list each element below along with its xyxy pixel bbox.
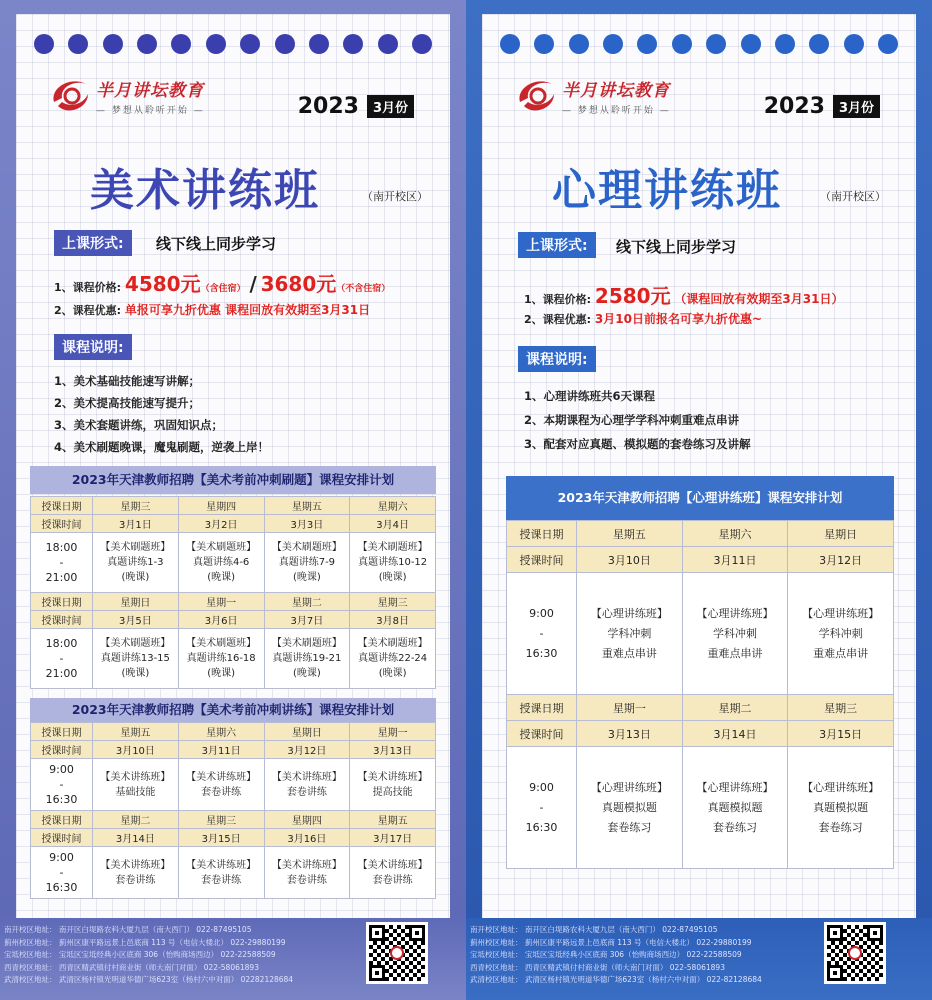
table-cell: 星期一 — [178, 593, 264, 611]
table-cell: 授课日期 — [507, 695, 577, 721]
table-row — [31, 629, 436, 689]
table-cell: 【美术刷题班】 真题讲练4-6 (晚课) — [178, 533, 264, 593]
price-label: 1、课程价格: — [54, 281, 122, 294]
discount-label: 2、课程优惠: — [524, 313, 592, 326]
address-footer — [0, 918, 466, 1000]
table-cell: 星期三 — [93, 497, 179, 515]
table-row — [31, 611, 436, 629]
table-cell: 授课时间 — [31, 829, 93, 847]
address-line: 蓟州校区地址： 蓟州区康平路远景上邑底商 113 号（电信大楼北） 022-29880199 — [4, 937, 286, 947]
table-cell: 3月10日 — [577, 547, 683, 573]
table-cell: 星期二 — [264, 593, 350, 611]
table-cell: 星期三 — [350, 593, 436, 611]
mode-text: 线下线上同步学习 — [156, 235, 277, 253]
table-cell: 【美术讲练班】 套卷讲练 — [178, 759, 264, 811]
table-cell: 授课日期 — [31, 811, 93, 829]
desc-item: 3、配套对应真题、模拟题的套卷练习及讲解 — [524, 437, 751, 451]
address-line: 武清校区地址： 武清区杨村镇光明道华德广场623室（杨村六中对面） 022-82128684 — [470, 975, 762, 984]
table-cell: 3月5日 — [93, 611, 179, 629]
table-cell: 授课日期 — [507, 521, 577, 547]
table-cell: 授课日期 — [31, 593, 93, 611]
campus-label: （南开校区） — [820, 190, 886, 203]
table-cell: 9:00 - 16:30 — [507, 573, 577, 695]
discount-text: 3月10日前报名可享九折优惠~ — [594, 312, 763, 326]
table-cell: 星期三 — [178, 811, 264, 829]
table-cell: 【美术讲练班】 套卷讲练 — [264, 759, 350, 811]
price-line — [54, 268, 390, 297]
table-cell: 3月8日 — [350, 611, 436, 629]
table-cell: 星期日 — [93, 593, 179, 611]
table-row — [31, 723, 436, 741]
table-cell: 3月17日 — [350, 829, 436, 847]
desc-list — [54, 370, 269, 458]
table-cell: 授课时间 — [507, 721, 577, 747]
address-line: 蓟州校区地址： 蓟州区康平路远景上邑底商 113 号（电信大楼北） 022-29880199 — [470, 937, 752, 947]
table-cell: 18:00 - 21:00 — [31, 533, 93, 593]
desc-tag: 课程说明: — [518, 346, 596, 372]
table-row — [507, 573, 894, 695]
binder-holes — [500, 34, 898, 54]
desc-item: 2、本期课程为心理学学科冲刺重难点串讲 — [524, 413, 739, 427]
price-a: 4580元 — [124, 272, 201, 296]
table-cell: 3月7日 — [264, 611, 350, 629]
table-cell: 授课时间 — [31, 515, 93, 533]
table-cell: 星期四 — [264, 811, 350, 829]
table-cell: 授课时间 — [31, 741, 93, 759]
table-row — [31, 593, 436, 611]
brand-slogan: — 梦想从聆听开始 — — [562, 106, 671, 116]
table-cell: 【美术刷题班】 真题讲练13-15 (晚课) — [93, 629, 179, 689]
table-cell: 【美术讲练班】 提高技能 — [350, 759, 436, 811]
date-badge — [298, 94, 414, 119]
brand-name: 半月讲坛教育 — [96, 81, 204, 101]
table-row — [31, 515, 436, 533]
schedule-table-2 — [30, 722, 436, 899]
price-label: 1、课程价格: — [524, 293, 592, 306]
table-cell: 3月3日 — [264, 515, 350, 533]
desc-list — [524, 384, 751, 456]
table-row — [31, 811, 436, 829]
notebook-paper — [16, 14, 450, 919]
address-footer — [466, 918, 932, 1000]
discount-label: 2、课程优惠: — [54, 304, 122, 317]
table-cell: 星期五 — [350, 811, 436, 829]
mode-tag: 上课形式: — [54, 230, 132, 256]
table-cell: 【心理讲练班】 真题模拟题 套卷练习 — [577, 747, 683, 869]
table-cell: 3月6日 — [178, 611, 264, 629]
table-cell: 3月12日 — [788, 547, 894, 573]
table-cell: 【心理讲练班】 学科冲刺 重难点串讲 — [788, 573, 894, 695]
table-cell: 3月10日 — [93, 741, 179, 759]
table-cell: 星期六 — [178, 723, 264, 741]
address-line: 宝坻校区地址： 宝坻区宝坻经典小区底商 306（怡购商场西边） 022-22588509 — [470, 950, 742, 959]
desc-item: 3、美术套题讲练，巩固知识点； — [54, 418, 223, 432]
table-cell: 3月14日 — [93, 829, 179, 847]
page-title: 美术讲练班 — [90, 165, 320, 216]
table-cell: 授课时间 — [507, 547, 577, 573]
table-row — [507, 695, 894, 721]
table-cell: 9:00 - 16:30 — [507, 747, 577, 869]
psychology-class-poster — [466, 0, 932, 1000]
table-row — [31, 741, 436, 759]
mode-tag: 上课形式: — [518, 232, 596, 258]
price-a-note: （课程回放有效期至3月31日） — [674, 292, 844, 306]
price-line — [524, 280, 843, 309]
desc-item: 2、美术提高技能速写提升； — [54, 396, 201, 410]
table-cell: 星期六 — [682, 521, 788, 547]
table-cell: 3月15日 — [788, 721, 894, 747]
table-cell: 3月13日 — [350, 741, 436, 759]
address-list — [4, 924, 293, 987]
price-a: 2580元 — [594, 284, 671, 308]
table-cell: 【美术讲练班】 套卷讲练 — [93, 847, 179, 899]
address-line: 南开校区地址： 南开区白堤路农科大厦九层（南大西门） 022-87495105 — [470, 925, 718, 934]
table-cell: 3月13日 — [577, 721, 683, 747]
table-cell: 3月12日 — [264, 741, 350, 759]
discount-line — [54, 301, 370, 318]
table-cell: 星期二 — [93, 811, 179, 829]
date-year: 2023 — [297, 94, 359, 119]
table-cell: 3月11日 — [682, 547, 788, 573]
discount-line — [524, 310, 762, 327]
table-row — [507, 721, 894, 747]
table-cell: 星期六 — [350, 497, 436, 515]
schedule-table — [506, 520, 894, 869]
table-row — [31, 759, 436, 811]
table-cell: 【美术刷题班】 真题讲练1-3 (晚课) — [93, 533, 179, 593]
desc-tag: 课程说明: — [54, 334, 132, 360]
table-cell: 【美术刷题班】 真题讲练10-12 (晚课) — [350, 533, 436, 593]
schedule-title-2: 2023年天津教师招聘【美术考前冲刺讲练】课程安排计划 — [30, 698, 436, 722]
table-row — [31, 847, 436, 899]
table-cell: 3月4日 — [350, 515, 436, 533]
brand-swirl-icon — [514, 76, 558, 116]
qr-code-icon[interactable] — [366, 922, 428, 984]
price-a-note: （含住宿） — [200, 284, 246, 294]
table-cell: 【美术讲练班】 套卷讲练 — [178, 847, 264, 899]
table-cell: 【美术刷题班】 真题讲练22-24 (晚课) — [350, 629, 436, 689]
table-cell: 【美术刷题班】 真题讲练16-18 (晚课) — [178, 629, 264, 689]
brand-slogan: — 梦想从聆听开始 — — [96, 106, 205, 116]
table-cell: 【美术刷题班】 真题讲练7-9 (晚课) — [264, 533, 350, 593]
table-cell: 星期四 — [178, 497, 264, 515]
table-cell: 授课时间 — [31, 611, 93, 629]
table-cell: 【心理讲练班】 真题模拟题 套卷练习 — [788, 747, 894, 869]
schedule-title-1: 2023年天津教师招聘【美术考前冲刺刷题】课程安排计划 — [30, 466, 436, 494]
desc-item: 1、美术基础技能速写讲解； — [54, 374, 201, 388]
table-row — [31, 829, 436, 847]
table-cell: 【心理讲练班】 学科冲刺 重难点串讲 — [682, 573, 788, 695]
address-line: 武清校区地址： 武清区杨村镇光明道华德广场623室（杨村六中对面） 02282128684 — [4, 975, 294, 984]
campus-label: （南开校区） — [362, 190, 428, 203]
address-line: 西青校区地址： 西青区精武镇付村商业街（师大南门对面） 022-58061893 — [4, 962, 259, 972]
table-cell: 星期一 — [577, 695, 683, 721]
table-cell: 星期五 — [264, 497, 350, 515]
table-row — [31, 497, 436, 515]
table-cell: 星期三 — [788, 695, 894, 721]
brand-swirl-icon — [48, 76, 92, 116]
table-cell: 授课日期 — [31, 723, 93, 741]
table-cell: 【心理讲练班】 真题模拟题 套卷练习 — [682, 747, 788, 869]
table-cell: 3月2日 — [178, 515, 264, 533]
table-cell: 星期二 — [682, 695, 788, 721]
table-cell: 3月11日 — [178, 741, 264, 759]
table-cell: 星期日 — [264, 723, 350, 741]
table-cell: 星期五 — [93, 723, 179, 741]
address-line: 宝坻校区地址： 宝坻区宝坻经典小区底商 306（怡购商场西边） 022-22588509 — [4, 950, 276, 959]
table-row — [507, 547, 894, 573]
notebook-paper — [482, 14, 916, 919]
table-cell: 3月14日 — [682, 721, 788, 747]
table-cell: 9:00 - 16:30 — [31, 759, 93, 811]
table-row — [31, 533, 436, 593]
discount-text: 单报可享九折优惠 课程回放有效期至3月31日 — [124, 303, 371, 317]
table-cell: 星期五 — [577, 521, 683, 547]
table-cell: 【美术讲练班】 套卷讲练 — [350, 847, 436, 899]
mode-text: 线下线上同步学习 — [616, 238, 737, 256]
table-cell: 星期日 — [788, 521, 894, 547]
price-b: 3680元 — [260, 272, 337, 296]
qr-code-icon[interactable] — [824, 922, 886, 984]
desc-item: 4、美术刷题晚课，魔鬼刷题，逆袭上岸！ — [54, 440, 269, 454]
table-cell: 授课日期 — [31, 497, 93, 515]
table-cell: 3月16日 — [264, 829, 350, 847]
table-row — [507, 747, 894, 869]
table-cell: 18:00 - 21:00 — [31, 629, 93, 689]
table-row — [507, 521, 894, 547]
table-cell: 3月15日 — [178, 829, 264, 847]
date-year: 2023 — [763, 94, 825, 119]
address-line: 西青校区地址： 西青区精武镇付村商业街（师大南门对面） 022-58061893 — [470, 962, 725, 972]
table-cell: 9:00 - 16:30 — [31, 847, 93, 899]
table-cell: 星期一 — [350, 723, 436, 741]
table-cell: 【美术讲练班】 基础技能 — [93, 759, 179, 811]
table-cell: 【美术刷题班】 真题讲练19-21 (晚课) — [264, 629, 350, 689]
date-month: 3月份 — [367, 95, 414, 118]
brand-logo — [48, 76, 205, 116]
address-line: 南开校区地址： 南开区白堤路农科大厦九层（南大西门） 022-87495105 — [4, 925, 252, 934]
table-cell: 【美术讲练班】 套卷讲练 — [264, 847, 350, 899]
schedule-title: 2023年天津教师招聘【心理讲练班】课程安排计划 — [506, 476, 894, 520]
price-b-note: （不含住宿） — [336, 284, 391, 294]
binder-holes — [34, 34, 432, 54]
brand-name: 半月讲坛教育 — [562, 81, 670, 101]
address-list — [470, 924, 762, 987]
table-cell: 【心理讲练班】 学科冲刺 重难点串讲 — [577, 573, 683, 695]
desc-item: 1、心理讲练班共6天课程 — [524, 389, 656, 403]
price-separator: / — [249, 272, 257, 296]
schedule-table-1 — [30, 496, 436, 689]
date-badge — [764, 94, 880, 119]
page-title: 心理讲练班 — [552, 165, 782, 216]
date-month: 3月份 — [833, 95, 880, 118]
table-cell: 3月1日 — [93, 515, 179, 533]
brand-logo — [514, 76, 671, 116]
